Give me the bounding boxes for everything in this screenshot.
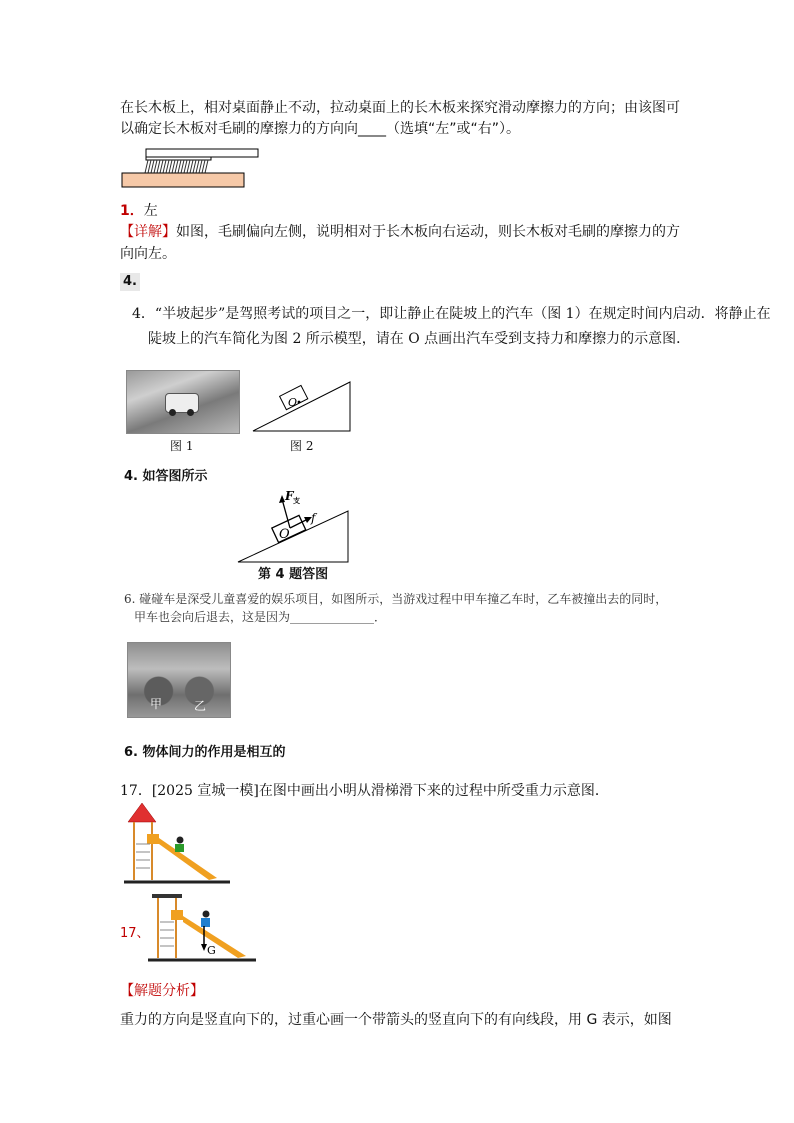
q4-answer-fig-caption: 第 4 题答图 (258, 567, 329, 582)
q6-answer: 6. 物体间力的作用是相互的 (124, 745, 286, 760)
point-o (298, 401, 301, 404)
q6-line1: 6. 碰碰车是深受儿童喜爱的娱乐项目，如图所示，当游戏过程中甲车撞乙车时，乙车被撞出去的同时， (124, 592, 668, 606)
label-jia: 甲 (150, 697, 163, 711)
brush-base (146, 157, 211, 160)
ans-slide-roof (152, 894, 182, 898)
q-brush-detail-line2: 向向左。 (120, 246, 176, 262)
analysis-text: 重力的方向是竖直向下的，过重心画一个带箭头的竖直向下的有向线段，用 G 表示，如图 (120, 1012, 672, 1028)
slide-chute (159, 838, 217, 880)
car-wheel-rear (187, 409, 194, 416)
brush-bristles (145, 160, 208, 173)
boy-body (175, 844, 184, 852)
brush-handle (146, 149, 258, 157)
q17-stem: 17．[2025 宣城一模]在图中画出小明从滑梯滑下来的过程中所受重力示意图． (120, 783, 609, 799)
q-brush-line1: 在长木板上，相对桌面静止不动，拉动桌面上的长木板来探究滑动摩擦力的方向；由该图可 (120, 100, 680, 116)
label-yi: 乙 (194, 699, 207, 713)
q-brush-answer (120, 200, 158, 222)
slide-platform (147, 834, 159, 844)
q-brush-detail-line1 (120, 221, 680, 243)
ladder (136, 844, 150, 868)
friction-label: f (311, 511, 316, 525)
fig2-caption: 图 2 (290, 439, 314, 453)
q4-line2: 陡坡上的汽车简化为图 2 所示模型，请在 O 点画出汽车受到支持力和摩擦力的示意图． (148, 331, 691, 347)
long-board (122, 173, 244, 187)
support-force-label: F (285, 489, 294, 503)
fig2-slope (250, 378, 354, 434)
fig1-caption: 图 1 (170, 439, 194, 453)
q4-answer: 4. 如答图所示 (124, 469, 208, 484)
q6-bumper-car-photo (127, 642, 231, 718)
ans-boy-body (201, 918, 210, 927)
q17-answer-number: 17、 (120, 926, 150, 941)
point-o-label: O (288, 396, 298, 409)
gravity-label: G (207, 944, 216, 957)
q4-line1: 4．“半坡起步”是驾照考试的项目之一，即让静止在陡坡上的汽车（图 1）在规定时间内启动．将静止在 (132, 306, 771, 322)
answer-point-o: O (279, 527, 290, 542)
brush-figure (118, 145, 263, 191)
q17-slide-figure (122, 800, 232, 886)
answer-number: 1． (120, 203, 144, 219)
q6-line2: 甲车也会向后退去，这是因为______________． (134, 610, 387, 624)
slide-roof (128, 803, 156, 822)
ans-platform (171, 910, 183, 920)
fig1-car-photo (126, 370, 240, 434)
boy-head (177, 837, 184, 844)
detail-tag: 【详解】 (120, 224, 176, 240)
ans-ladder (160, 922, 174, 946)
ans-boy-head (203, 911, 210, 918)
analysis-tag: 【解题分析】 (120, 983, 204, 999)
detail-text-1: 如图，毛刷偏向左侧，说明相对于长木板向右运动，则长木板对毛刷的摩擦力的方 (176, 224, 680, 240)
q4-badge: 4. (120, 270, 140, 291)
q17-answer-figure (146, 888, 258, 964)
q4-answer-figure (235, 486, 355, 566)
q-brush-line2: 以确定长木板对毛刷的摩擦力的方向向____（选填“左”或“右”）。 (120, 121, 521, 137)
answer-text: 左 (143, 203, 158, 219)
car-wheel-front (169, 409, 176, 416)
support-force-sub: 支 (293, 497, 300, 505)
